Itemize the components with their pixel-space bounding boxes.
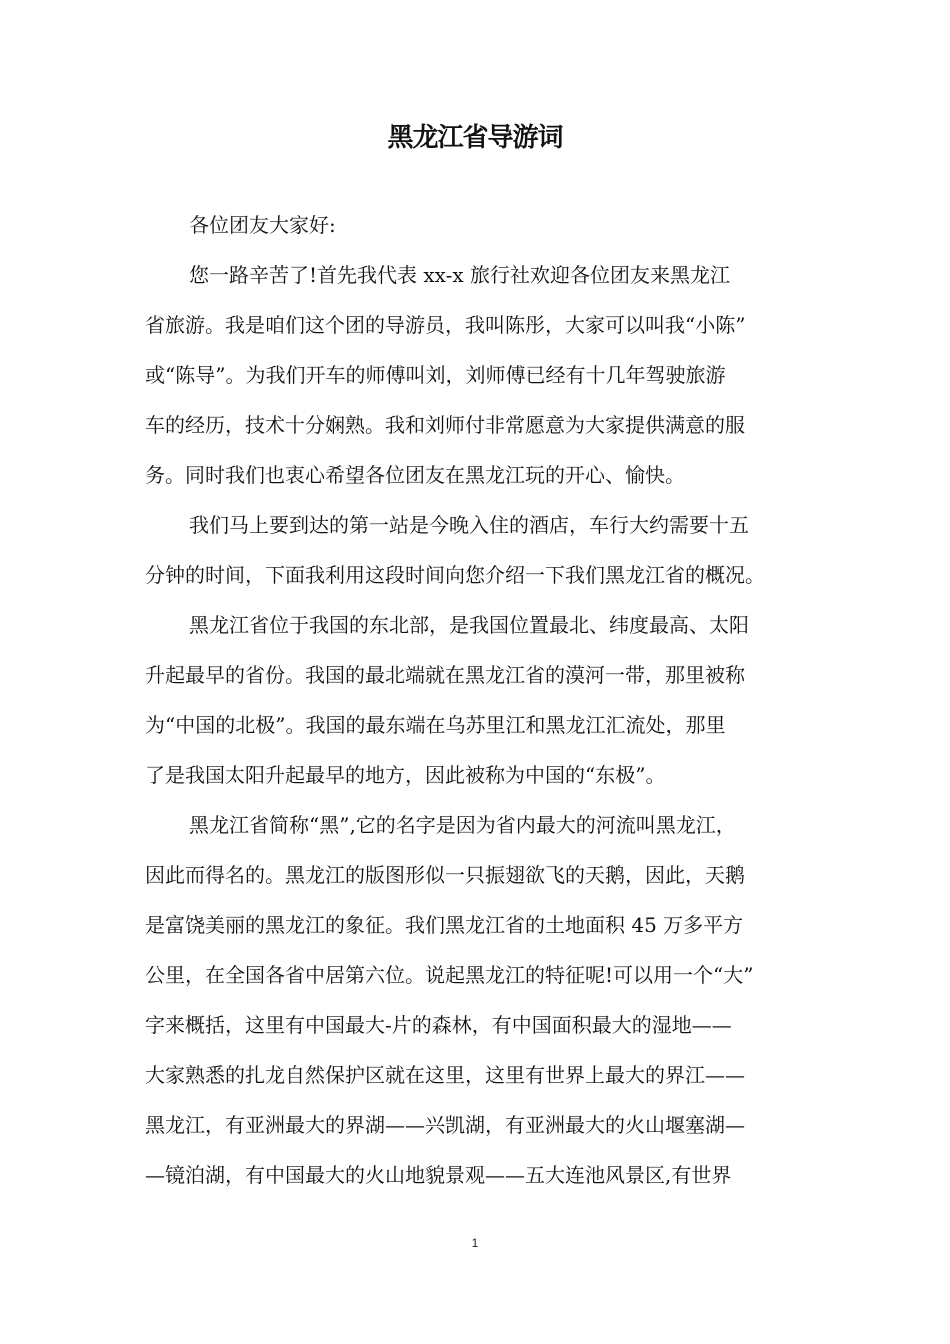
text-line: —镜泊湖，有中国最大的火山地貌景观——五大连池风景区,有世界	[145, 1163, 732, 1187]
text-line: 黑龙江省简称“黑”,它的名字是因为省内最大的河流叫黑龙江，	[189, 813, 736, 837]
text-line: 了是我国太阳升起最早的地方，因此被称为中国的“东极”。	[145, 763, 666, 787]
text-line: 黑龙江省位于我国的东北部，是我国位置最北、纬度最高、太阳	[189, 613, 749, 637]
text-line: 是富饶美丽的黑龙江的象征。我们黑龙江省的土地面积 45 万多平方	[145, 913, 744, 937]
text-line: 大家熟悉的扎龙自然保护区就在这里，这里有世界上最大的界江——	[145, 1063, 745, 1087]
page-number: 1	[471, 1236, 479, 1250]
text-line: 或“陈导”。为我们开车的师傅叫刘，刘师傅已经有十几年驾驶旅游	[145, 363, 726, 387]
text-line: 公里，在全国各省中居第六位。说起黑龙江的特征呢!可以用一个“大”	[145, 963, 754, 987]
text-line: 分钟的时间，下面我利用这段时间向您介绍一下我们黑龙江省的概况。	[145, 563, 765, 587]
text-line: 车的经历，技术十分娴熟。我和刘师付非常愿意为大家提供满意的服	[145, 413, 745, 437]
text-line: 您一路辛苦了!首先我代表 xx-x 旅行社欢迎各位团友来黑龙江	[189, 263, 730, 287]
text-line: 各位团友大家好:	[189, 213, 336, 237]
text-line: 黑龙江，有亚洲最大的界湖——兴凯湖，有亚洲最大的火山堰塞湖—	[145, 1113, 745, 1137]
document-body	[145, 200, 825, 1200]
text-line: 字来概括，这里有中国最大-片的森林，有中国面积最大的湿地——	[145, 1013, 732, 1037]
document-title: 黑龙江省导游词	[387, 123, 563, 153]
text-line: 务。同时我们也衷心希望各位团友在黑龙江玩的开心、愉快。	[145, 463, 685, 487]
text-line: 省旅游。我是咱们这个团的导游员，我叫陈彤，大家可以叫我“小陈”	[145, 313, 746, 337]
text-line: 升起最早的省份。我国的最北端就在黑龙江省的漠河一带，那里被称	[145, 663, 745, 687]
text-line: 我们马上要到达的第一站是今晚入住的酒店，车行大约需要十五	[189, 513, 749, 537]
text-line: 为“中国的北极”。我国的最东端在乌苏里江和黑龙江汇流处，那里	[145, 713, 726, 737]
text-line: 因此而得名的。黑龙江的版图形似一只振翅欲飞的天鹅，因此，天鹅	[145, 863, 745, 887]
